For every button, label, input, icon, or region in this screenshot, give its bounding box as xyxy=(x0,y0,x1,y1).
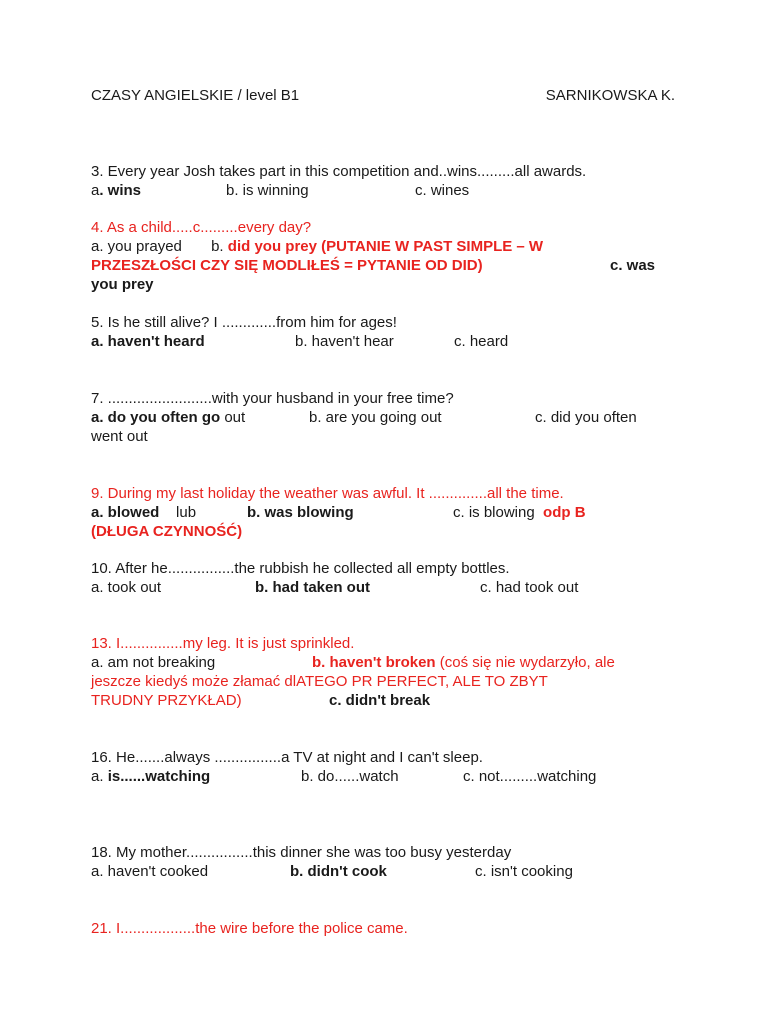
question-16-options xyxy=(91,767,675,786)
question-3-option-a: a. wins xyxy=(91,182,142,199)
question-21 xyxy=(91,919,675,938)
question-3-option-b: b. is winning xyxy=(226,182,309,199)
question-4-option-a: a. you prayed xyxy=(91,238,182,255)
question-5-option-c: c. heard xyxy=(454,333,509,350)
question-5-option-b: b. haven't hear xyxy=(295,333,394,350)
question-21-text: 21. I..................the wire before the police came. xyxy=(91,920,408,937)
question-5-option-a: a. haven't heard xyxy=(91,333,205,350)
question-9-options xyxy=(91,503,675,522)
question-10-option-c: c. had took out xyxy=(480,579,579,596)
question-3-option-c: c. wines xyxy=(415,182,470,199)
question-13-option-b: b. haven't broken xyxy=(312,654,436,671)
question-10 xyxy=(91,559,675,597)
question-7-options xyxy=(91,408,675,427)
question-13-note: (coś się nie wydarzyło, ale xyxy=(435,654,615,671)
question-18-text: 18. My mother................this dinner she was too busy yesterday xyxy=(91,844,512,861)
question-4-options-line-2 xyxy=(91,256,675,275)
question-9-option-c: c. is blowing xyxy=(453,504,535,521)
question-7-option-a: a. do you often go out xyxy=(91,409,246,426)
question-7-option-c: c. did you often xyxy=(535,409,637,426)
question-5-text: 5. Is he still alive? I .............from him for ages! xyxy=(91,314,397,331)
question-3-options xyxy=(91,181,675,200)
question-4 xyxy=(91,218,675,294)
document-author: SARNIKOWSKA K. xyxy=(545,87,675,104)
question-13-note-continued: jeszcze kiedyś może złamać dlATEGO PR PERFECT, ALE TO ZBYT xyxy=(91,673,548,690)
question-3-text: 3. Every year Josh takes part in this competition and..wins.........all awards. xyxy=(91,163,587,180)
question-4-options-line-3 xyxy=(91,275,675,294)
question-10-text: 10. After he................the rubbish he collected all empty bottles. xyxy=(91,560,510,577)
question-13-note-end: TRUDNY PRZYKŁAD) xyxy=(91,692,242,709)
question-13-options-line-4 xyxy=(91,691,675,710)
question-7-option-c-continued: went out xyxy=(91,428,148,445)
question-3 xyxy=(91,162,675,200)
question-18-options xyxy=(91,862,675,881)
question-10-option-b: b. had taken out xyxy=(255,579,371,596)
question-9-text: 9. During my last holiday the weather was awful. It ..............all the time. xyxy=(91,485,564,502)
question-4-text: 4. As a child.....c.........every day? xyxy=(91,219,312,236)
question-16-text: 16. He.......always ................a TV at night and I can't sleep. xyxy=(91,749,483,766)
question-5 xyxy=(91,313,675,351)
question-10-options xyxy=(91,578,675,597)
question-4-options-line-1 xyxy=(91,237,675,256)
question-7-option-b: b. are you going out xyxy=(309,409,442,426)
question-10-option-a: a. took out xyxy=(91,579,162,596)
question-13 xyxy=(91,634,675,710)
question-4-option-b-prefix: b. xyxy=(211,238,224,255)
question-4-option-c: c. was xyxy=(610,257,656,274)
question-13-text: 13. I...............my leg. It is just sprinkled. xyxy=(91,635,355,652)
question-9-option-a: a. blowed lub xyxy=(91,504,197,521)
document-header xyxy=(91,86,675,105)
question-7-text: 7. .........................with your husband in your free time? xyxy=(91,390,454,407)
document-page xyxy=(91,0,681,1024)
question-4-option-b: did you prey (PUTANIE W PAST SIMPLE – W xyxy=(227,238,544,255)
question-4-option-c-continued: you prey xyxy=(91,276,154,293)
question-18 xyxy=(91,843,675,881)
question-13-option-a: a. am not breaking xyxy=(91,654,216,671)
question-16-option-b: b. do......watch xyxy=(301,768,399,785)
question-9-option-b: b. was blowing xyxy=(247,504,354,521)
question-5-options xyxy=(91,332,675,351)
question-16-option-a: a. is......watching xyxy=(91,768,211,785)
question-18-option-c: c. isn't cooking xyxy=(475,863,573,880)
question-16-option-c: c. not.........watching xyxy=(463,768,597,785)
question-13-option-c: c. didn't break xyxy=(329,692,431,709)
question-9-answer-continued: (DŁUGA CZYNNOŚĆ) xyxy=(91,523,243,540)
question-4-option-b-continued: PRZESZŁOŚCI CZY SIĘ MODLIŁEŚ = PYTANIE OD DID) xyxy=(91,257,483,274)
question-7 xyxy=(91,389,675,446)
question-18-option-b: b. didn't cook xyxy=(290,863,387,880)
question-16 xyxy=(91,748,675,786)
document-title: CZASY ANGIELSKIE / level B1 xyxy=(91,87,300,104)
question-18-option-a: a. haven't cooked xyxy=(91,863,209,880)
question-9 xyxy=(91,484,675,541)
question-13-options xyxy=(91,653,675,672)
question-9-answer: odp B xyxy=(543,504,586,521)
